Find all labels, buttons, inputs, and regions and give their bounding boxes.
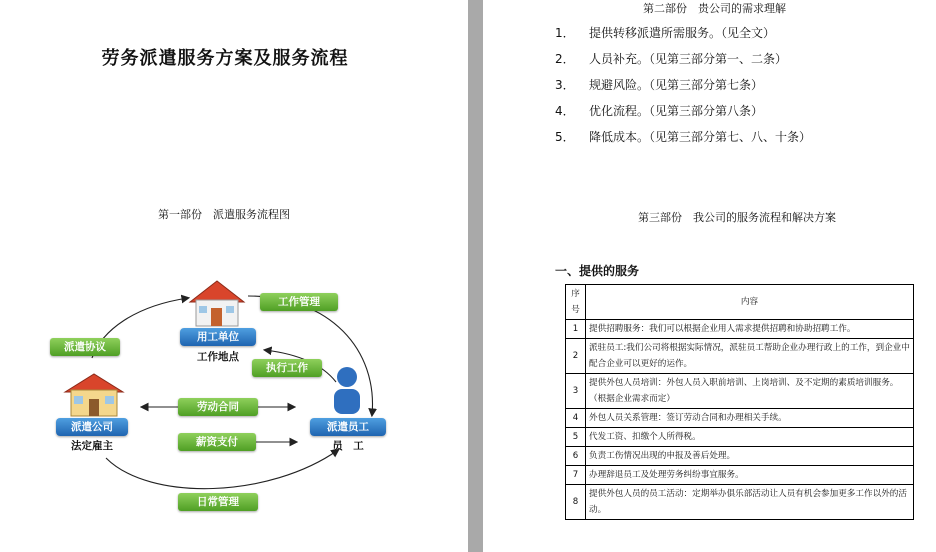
dispatch-agreement-label: 派遣协议 [50,338,120,356]
dispatch-company-box: 派遣公司 [56,418,128,436]
salary-payment-label: 薪资支付 [178,433,256,451]
section-1-heading: 第一部份 派遣服务流程图 [158,208,290,221]
dispatch-flow-diagram [40,270,440,552]
daily-management-label: 日常管理 [178,493,258,511]
person-icon [332,366,362,416]
section-2-heading: 第二部份 贵公司的需求理解 [643,2,786,15]
labor-contract-label: 劳动合同 [178,398,258,416]
header-content: 内容 [586,285,914,320]
house-icon [186,278,248,328]
table-row: 1 提供招聘服务：我们可以根据企业用人需求提供招聘和协助招聘工作。 [566,320,914,339]
services-table [565,284,914,520]
home-icon [62,372,126,418]
list-item: 1． 提供转移派遣所需服务。（见全文） [555,26,776,40]
list-item: 4． 优化流程。（见第三部分第八条） [555,104,764,118]
work-location-label: 工作地点 [197,351,239,363]
table-row: 8 提供外包人员的员工活动：定期举办俱乐部活动让人员有机会参加更多工作以外的活动。 [566,485,914,520]
right-page [483,0,936,552]
list-item: 3． 规避风险。（见第三部分第七条） [555,78,764,92]
table-row: 3 提供外包人员培训：外包人员入职前培训、上岗培训、及不定期的素质培训服务。（根据企业需求而定） [566,374,914,409]
table-row: 4 外包人员关系管理：签订劳动合同和办理相关手续。 [566,409,914,428]
legal-employer-label: 法定雇主 [71,440,113,452]
dispatched-employee-box: 派遣员工 [310,418,386,436]
list-item: 2． 人员补充。（见第三部分第一、二条） [555,52,788,66]
document-title: 劳务派遣服务方案及服务流程 [101,48,349,69]
needs-list [555,24,811,154]
table-row: 5 代发工资、扣缴个人所得税。 [566,428,914,447]
table-header-row [566,285,914,320]
work-management-label: 工作管理 [260,293,338,311]
table-row: 2 派驻员工:我们公司将根据实际情况，派驻员工帮助企业办理行政上的工作，到企业中配合企业可以更好的运作。 [566,339,914,374]
header-num: 序号 [566,285,586,320]
execute-work-label: 执行工作 [252,359,322,377]
section-3-heading: 第三部份 我公司的服务流程和解决方案 [638,211,836,224]
list-item: 5． 降低成本。（见第三部分第七、八、十条） [555,130,812,144]
employee-label: 员 工 [332,440,364,452]
services-subheading: 一、提供的服务 [555,264,640,278]
arrow-daily-management [106,450,338,489]
table-row: 6 负责工伤情况出现的申报及善后处理。 [566,447,914,466]
employer-unit-box: 用工单位 [180,328,256,346]
table-row: 7 办理辞退员工及处理劳务纠纷事宜服务。 [566,466,914,485]
